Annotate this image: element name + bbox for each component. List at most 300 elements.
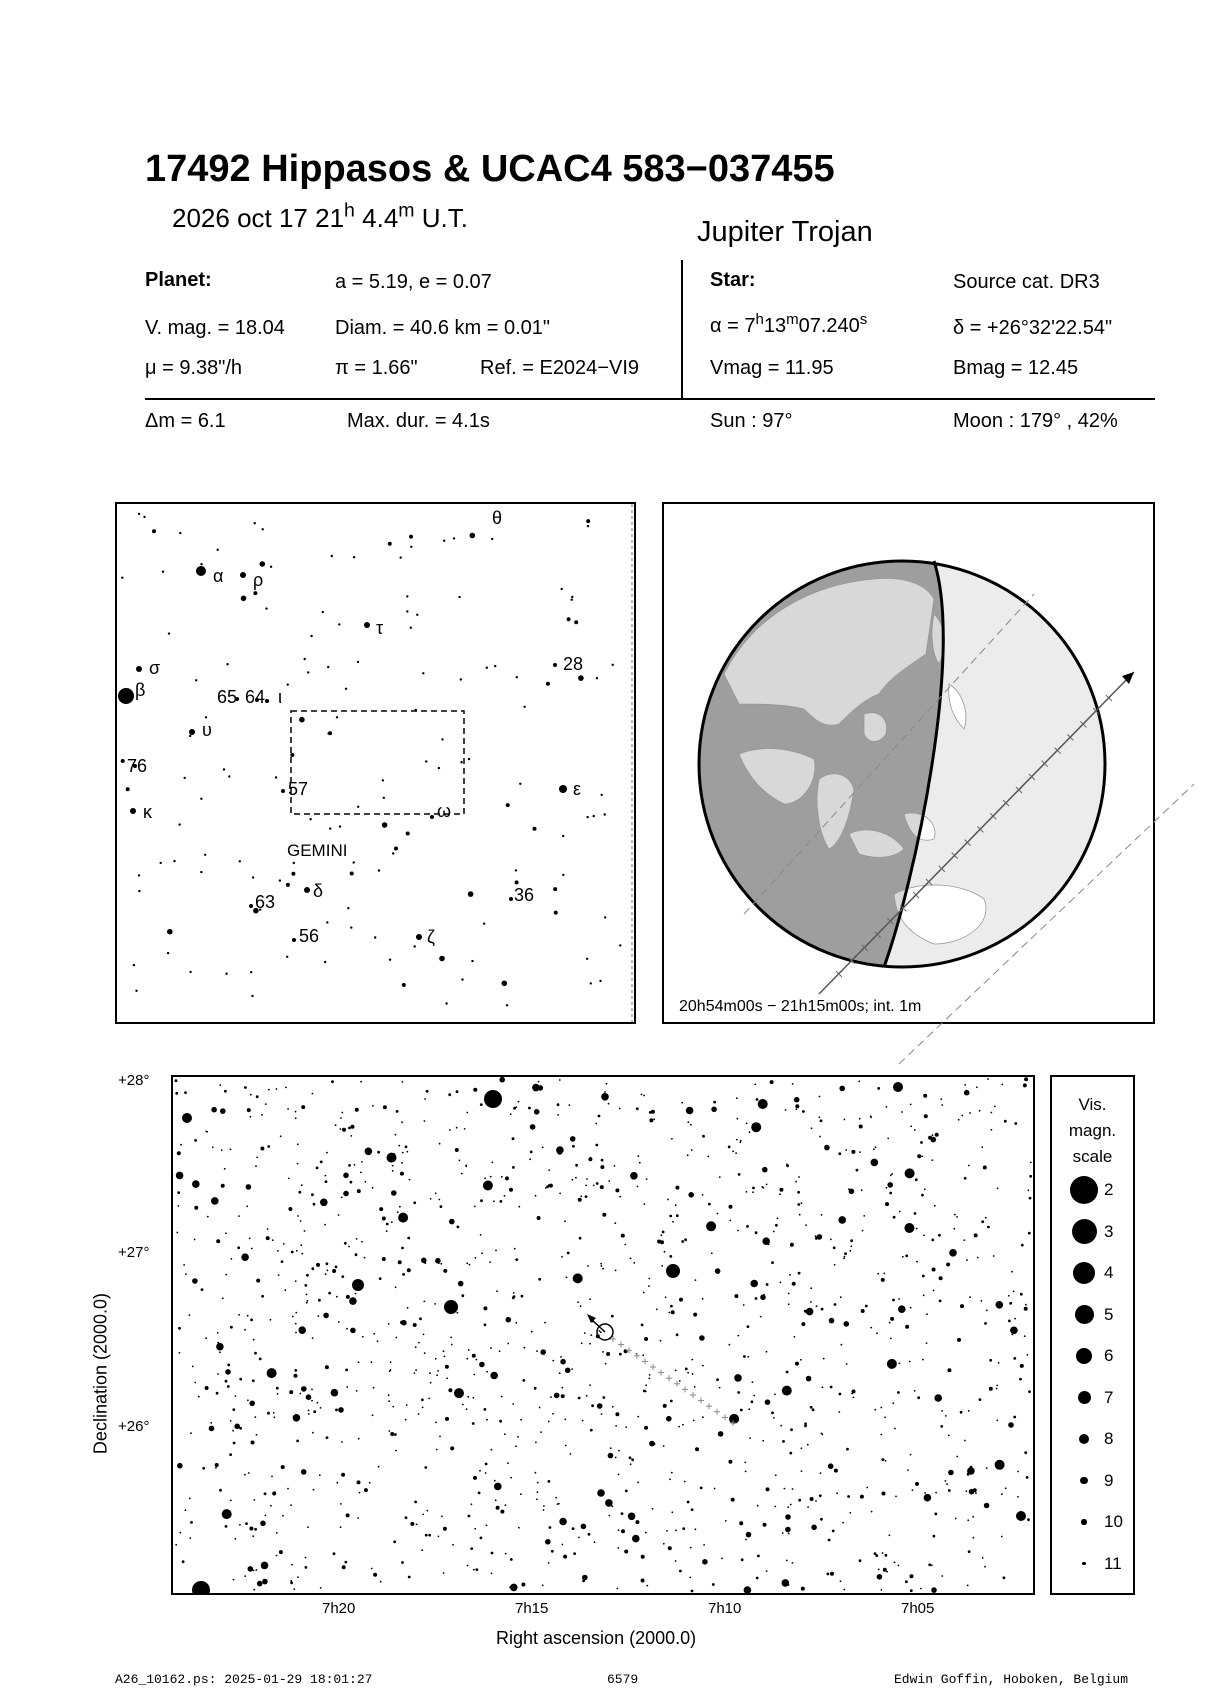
detail-field-star <box>820 1119 823 1122</box>
detail-field-star <box>844 1252 847 1255</box>
detail-field-star <box>948 1435 950 1437</box>
detail-field-star <box>392 1406 394 1408</box>
detail-field-star <box>394 1153 396 1155</box>
detail-field-star <box>851 1393 853 1395</box>
detail-field-star <box>521 1583 525 1587</box>
detail-field-star <box>396 1110 399 1113</box>
detail-field-star <box>272 1492 276 1496</box>
detail-field-star <box>679 1380 681 1382</box>
detail-field-star <box>905 1168 915 1178</box>
detail-field-star <box>408 1576 411 1579</box>
detail-field-star <box>716 1378 719 1381</box>
detail-field-star <box>192 1366 194 1368</box>
detail-field-star <box>787 1506 789 1508</box>
finder-field-star <box>304 658 306 660</box>
detail-field-star <box>538 1081 540 1083</box>
finder-star-15 <box>430 815 434 819</box>
detail-field-star <box>996 1385 998 1387</box>
detail-field-star <box>675 1560 677 1562</box>
detail-field-star <box>797 1191 800 1194</box>
detail-field-star <box>220 1108 226 1114</box>
detail-field-star <box>500 1510 504 1514</box>
detail-field-star <box>418 1413 420 1415</box>
detail-field-star <box>609 1515 611 1517</box>
detail-field-star <box>964 1084 966 1086</box>
detail-field-star <box>501 1176 503 1178</box>
detail-field-star <box>305 1557 307 1559</box>
detail-bright-star-5 <box>893 1082 903 1092</box>
finder-field-star <box>200 798 202 800</box>
finder-star-3 <box>364 622 370 628</box>
detail-field-star <box>606 1083 608 1085</box>
detail-field-star <box>755 1231 758 1234</box>
detail-field-star <box>276 1088 278 1090</box>
detail-field-star <box>639 1162 641 1164</box>
detail-field-star <box>706 1221 716 1231</box>
finder-field-star <box>392 852 394 854</box>
detail-field-star <box>301 1105 305 1109</box>
detail-field-star <box>920 1588 922 1590</box>
detail-field-star <box>804 1425 807 1428</box>
detail-field-star <box>602 1396 605 1399</box>
detail-field-star <box>912 1489 914 1491</box>
finder-field-star <box>578 675 584 681</box>
detail-field-star <box>839 1086 845 1092</box>
detail-field-star <box>636 1107 639 1110</box>
detail-field-star <box>624 1244 626 1246</box>
detail-field-star <box>932 1134 934 1136</box>
detail-field-star <box>371 1568 373 1570</box>
finder-label-11: 76 <box>127 756 148 776</box>
legend-label-10: 10 <box>1104 1512 1123 1531</box>
detail-field-star <box>702 1416 704 1418</box>
detail-field-star <box>395 1286 397 1288</box>
detail-field-star <box>295 1332 297 1334</box>
detail-field-star <box>892 1299 895 1302</box>
finder-star-2 <box>240 572 246 578</box>
detail-field-star <box>671 1511 673 1513</box>
detail-field-star <box>248 1472 250 1474</box>
detail-field-star <box>424 1120 426 1122</box>
detail-field-star <box>421 1549 423 1551</box>
detail-field-star <box>931 1587 937 1593</box>
sun-elongation: Sun : 97° <box>710 410 793 432</box>
detail-field-star <box>897 1391 900 1394</box>
detail-field-star <box>749 1131 751 1133</box>
detail-field-star <box>300 1393 302 1395</box>
detail-field-star <box>786 1560 788 1562</box>
detail-field-star <box>718 1431 724 1437</box>
detail-field-star <box>633 1262 635 1264</box>
finder-label-5: β <box>135 680 146 700</box>
finder-field-star <box>519 783 521 785</box>
finder-label-21: ζ <box>427 927 435 947</box>
detail-field-star <box>251 1248 253 1250</box>
finder-label-17: 63 <box>255 892 276 912</box>
detail-field-star <box>746 1123 748 1125</box>
detail-field-star <box>968 1550 971 1553</box>
detail-field-star <box>355 1108 359 1112</box>
detail-field-star <box>984 1322 987 1325</box>
detail-field-star <box>800 1359 802 1361</box>
detail-field-star <box>611 1505 613 1507</box>
max-duration: Max. dur. = 4.1s <box>347 410 490 432</box>
detail-field-star <box>712 1583 715 1586</box>
finder-field-star <box>599 980 601 982</box>
detail-field-star <box>829 1318 835 1324</box>
finder-field-star <box>586 816 588 818</box>
detail-field-star <box>931 1564 933 1566</box>
detail-field-star <box>222 1297 224 1299</box>
finder-field-star <box>287 683 289 685</box>
detail-field-star <box>934 1205 936 1207</box>
detail-field-star <box>702 1298 704 1300</box>
detail-field-star <box>605 1363 607 1365</box>
detail-field-star <box>490 1176 492 1178</box>
detail-field-star <box>794 1336 796 1338</box>
detail-field-star <box>1028 1390 1031 1393</box>
detail-field-star <box>1008 1320 1011 1323</box>
detail-field-star <box>649 1441 655 1447</box>
detail-field-star <box>685 1368 688 1371</box>
finder-field-star <box>167 952 169 954</box>
detail-field-star <box>522 1379 525 1382</box>
detail-field-star <box>184 1091 187 1094</box>
detail-field-star <box>473 1374 475 1376</box>
detail-field-star <box>801 1447 803 1449</box>
detail-field-star <box>575 1164 578 1167</box>
detail-field-star <box>765 1399 771 1405</box>
finder-field-star <box>382 822 388 828</box>
detail-field-star <box>753 1395 755 1397</box>
detail-field-star <box>954 1214 956 1216</box>
detail-field-star <box>834 1303 837 1306</box>
detail-field-star <box>237 1246 240 1249</box>
finder-field-star <box>612 664 614 666</box>
detail-field-star <box>426 1090 429 1093</box>
detail-field-star <box>859 1118 861 1120</box>
finder-field-star <box>604 916 606 918</box>
detail-field-star <box>402 1152 404 1154</box>
detail-field-star <box>348 1246 350 1248</box>
detail-field-star <box>589 1384 591 1386</box>
detail-field-star <box>588 1157 592 1161</box>
detail-field-star <box>679 1298 683 1302</box>
detail-field-star <box>406 1404 408 1406</box>
detail-field-star <box>619 1196 621 1198</box>
detail-field-star <box>515 1258 518 1261</box>
detail-field-star <box>194 1206 198 1210</box>
detail-field-star <box>535 1441 537 1443</box>
detail-field-star <box>486 1419 488 1421</box>
detail-field-star <box>611 1315 614 1318</box>
detail-field-star <box>923 1094 927 1098</box>
detail-field-star <box>788 1293 790 1295</box>
finder-field-star <box>470 533 476 539</box>
detail-field-star <box>438 1199 440 1201</box>
detail-field-star <box>222 1509 232 1519</box>
detail-field-star <box>262 1579 268 1585</box>
detail-field-star <box>254 1528 257 1531</box>
detail-field-star <box>883 1273 885 1275</box>
finder-field-star <box>382 779 384 781</box>
detail-field-star <box>667 1199 669 1201</box>
detail-field-star <box>878 1569 880 1571</box>
detail-bright-star-3 <box>444 1300 458 1314</box>
detail-field-star <box>392 1170 394 1172</box>
detail-field-star <box>595 1123 597 1125</box>
detail-field-star <box>590 1429 593 1432</box>
detail-field-star <box>515 1445 517 1447</box>
detail-field-star <box>209 1426 215 1432</box>
detail-field-star <box>510 1558 513 1561</box>
detail-field-star <box>735 1152 737 1154</box>
detail-field-star <box>520 1493 522 1495</box>
detail-field-star <box>513 1292 515 1294</box>
detail-field-star <box>192 1180 200 1188</box>
detail-field-star <box>344 1242 347 1245</box>
detail-field-star <box>216 1343 224 1351</box>
detail-field-star <box>877 1273 879 1275</box>
detail-field-star <box>845 1149 847 1151</box>
detail-field-star <box>668 1546 672 1550</box>
detail-field-star <box>895 1496 897 1498</box>
detail-field-star <box>932 1268 936 1272</box>
detail-field-star <box>600 1185 604 1189</box>
detail-field-star <box>939 1300 942 1303</box>
detail-field-star <box>663 1404 667 1408</box>
detail-field-star <box>225 1369 231 1375</box>
finder-field-star <box>241 596 247 602</box>
detail-field-star <box>462 1404 464 1406</box>
finder-field-star <box>253 591 257 595</box>
detail-field-star <box>336 1482 338 1484</box>
footer-author: Edwin Goffin, Hoboken, Belgium <box>894 1672 1129 1687</box>
legend-dot-11 <box>1082 1562 1085 1565</box>
detail-field-star <box>618 1450 620 1452</box>
detail-field-star <box>596 1182 599 1185</box>
detail-field-star <box>703 1544 705 1546</box>
detail-field-star <box>749 1437 751 1439</box>
finder-field-star <box>270 566 272 568</box>
finder-field-star <box>126 787 130 791</box>
detail-field-star <box>910 1307 912 1309</box>
footer-number: 6579 <box>607 1672 639 1687</box>
detail-field-star <box>495 1250 497 1252</box>
detail-field-star <box>719 1387 721 1389</box>
detail-field-star <box>219 1489 222 1492</box>
detail-field-star <box>364 1488 368 1492</box>
detail-field-star <box>340 1128 342 1130</box>
detail-field-star <box>671 1310 675 1314</box>
detail-field-star <box>823 1358 825 1360</box>
chart-y-label-wrap <box>76 1263 111 1503</box>
finder-star-20 <box>292 938 296 942</box>
finder-field-star <box>374 936 376 938</box>
detail-field-star <box>975 1492 977 1494</box>
detail-field-star <box>540 1349 546 1355</box>
detail-field-star <box>744 1462 746 1464</box>
detail-field-star <box>807 1506 809 1508</box>
detail-field-star <box>615 1425 617 1427</box>
detail-field-star <box>615 1457 617 1459</box>
detail-field-star <box>771 1261 774 1264</box>
detail-field-star <box>915 1482 919 1486</box>
detail-field-star <box>308 1410 310 1412</box>
detail-field-star <box>702 1135 705 1138</box>
detail-field-star <box>552 1413 554 1415</box>
detail-field-star <box>960 1411 963 1414</box>
finder-field-star <box>326 921 328 923</box>
detail-field-star <box>548 1562 550 1564</box>
detail-field-star <box>604 1091 606 1093</box>
detail-field-star <box>901 1111 903 1113</box>
detail-field-star <box>695 1279 697 1281</box>
legend-label-7: 7 <box>1104 1387 1114 1407</box>
detail-field-star <box>679 1570 682 1573</box>
detail-field-star <box>474 1206 476 1208</box>
detail-field-star <box>931 1239 934 1242</box>
detail-field-star <box>958 1119 960 1121</box>
globe-time-caption: 20h54m00s − 21h15m00s; int. 1m <box>679 998 922 1015</box>
finder-field-star <box>262 528 264 530</box>
detail-field-star <box>500 1200 503 1203</box>
detail-field-star <box>914 1390 916 1392</box>
detail-field-star <box>924 1189 926 1191</box>
detail-field-star <box>630 1257 632 1259</box>
detail-field-star <box>797 1203 800 1206</box>
detail-field-star <box>834 1469 838 1473</box>
detail-field-star <box>656 1309 658 1311</box>
finder-field-star <box>439 956 445 962</box>
detail-field-star <box>702 1194 704 1196</box>
detail-field-star <box>570 1136 576 1142</box>
detail-field-star <box>979 1398 982 1401</box>
detail-field-star <box>416 1524 418 1526</box>
detail-field-star <box>628 1513 636 1521</box>
detail-field-star <box>290 1581 293 1584</box>
finder-field-star <box>389 959 391 961</box>
legend-dot-5 <box>1075 1305 1094 1324</box>
detail-field-star <box>276 1532 278 1534</box>
detail-field-star <box>957 1338 961 1342</box>
detail-field-star <box>591 1404 594 1407</box>
detail-field-star <box>539 1407 541 1409</box>
star-heading: Star: <box>710 269 756 291</box>
detail-field-star <box>267 1412 270 1415</box>
detail-field-star <box>1017 1496 1019 1498</box>
detail-field-star <box>524 1347 526 1349</box>
detail-field-star <box>512 1403 514 1405</box>
detail-field-star <box>669 1215 672 1218</box>
detail-field-star <box>780 1281 782 1283</box>
detail-field-star <box>221 1184 225 1188</box>
detail-field-star <box>480 1234 482 1236</box>
detail-field-star <box>641 1579 645 1583</box>
detail-field-star <box>590 1334 592 1336</box>
detail-field-star <box>543 1509 545 1511</box>
finder-field-star <box>265 607 267 609</box>
detail-field-star <box>914 1129 916 1131</box>
finder-field-star <box>571 599 573 601</box>
detail-field-star <box>577 1301 579 1303</box>
finder-field-star <box>200 871 202 873</box>
detail-field-star <box>1025 1304 1027 1306</box>
finder-label-10: υ <box>202 720 212 740</box>
detail-field-star <box>981 1146 983 1148</box>
detail-field-star <box>493 1200 495 1202</box>
detail-field-star <box>843 1258 845 1260</box>
detail-field-star <box>806 1308 814 1316</box>
detail-field-star <box>935 1133 939 1137</box>
detail-field-star <box>401 1162 403 1164</box>
detail-field-star <box>1009 1302 1012 1305</box>
detail-field-star <box>210 1422 212 1424</box>
detail-field-star <box>256 1157 258 1159</box>
detail-field-star <box>875 1554 878 1557</box>
detail-field-star <box>737 1391 740 1394</box>
detail-field-star <box>290 1504 292 1506</box>
detail-field-star <box>584 1332 586 1334</box>
detail-field-star <box>839 1393 842 1396</box>
detail-field-star <box>871 1159 879 1167</box>
detail-field-star <box>295 1111 297 1113</box>
detail-field-star <box>424 1352 426 1354</box>
detail-field-star <box>743 1355 746 1358</box>
detail-field-star <box>472 1397 474 1399</box>
detail-field-star <box>653 1118 655 1120</box>
finder-field-star <box>445 1002 447 1004</box>
detail-field-star <box>821 1433 823 1435</box>
detail-field-star <box>491 1449 493 1451</box>
detail-field-star <box>885 1202 889 1206</box>
detail-field-star <box>617 1588 619 1590</box>
detail-field-star <box>802 1110 805 1113</box>
legend-dot-2 <box>1070 1176 1098 1204</box>
detail-field-star <box>580 1195 582 1197</box>
detail-field-star <box>740 1409 743 1412</box>
detail-field-star <box>597 1489 605 1497</box>
detail-field-star <box>675 1204 677 1206</box>
detail-field-star <box>267 1228 269 1230</box>
detail-field-star <box>601 1413 603 1415</box>
detail-field-star <box>969 1112 971 1114</box>
detail-field-star <box>728 1460 732 1464</box>
detail-field-star <box>467 1565 469 1567</box>
header-vertical-divider <box>681 260 683 398</box>
detail-field-star <box>409 1179 411 1181</box>
detail-field-star <box>287 1108 289 1110</box>
detail-field-star <box>354 1164 356 1166</box>
detail-field-star <box>933 1290 935 1292</box>
header-horizontal-divider <box>145 398 1155 400</box>
planet-parallax: π = 1.66" <box>335 357 418 379</box>
detail-field-star <box>249 1238 251 1240</box>
finder-field-star <box>307 671 309 673</box>
legend-dot-6 <box>1076 1348 1092 1364</box>
detail-field-star <box>828 1463 834 1469</box>
finder-star-6 <box>553 663 557 667</box>
detail-field-star <box>267 1368 277 1378</box>
detail-field-star <box>891 1173 893 1175</box>
detail-field-star <box>400 1172 404 1176</box>
detail-field-star <box>1003 1576 1006 1579</box>
detail-field-star <box>689 1577 691 1579</box>
detail-field-star <box>588 1533 591 1536</box>
detail-field-star <box>1008 1422 1014 1428</box>
finder-star-1 <box>196 566 206 576</box>
detail-field-star <box>287 1488 289 1490</box>
